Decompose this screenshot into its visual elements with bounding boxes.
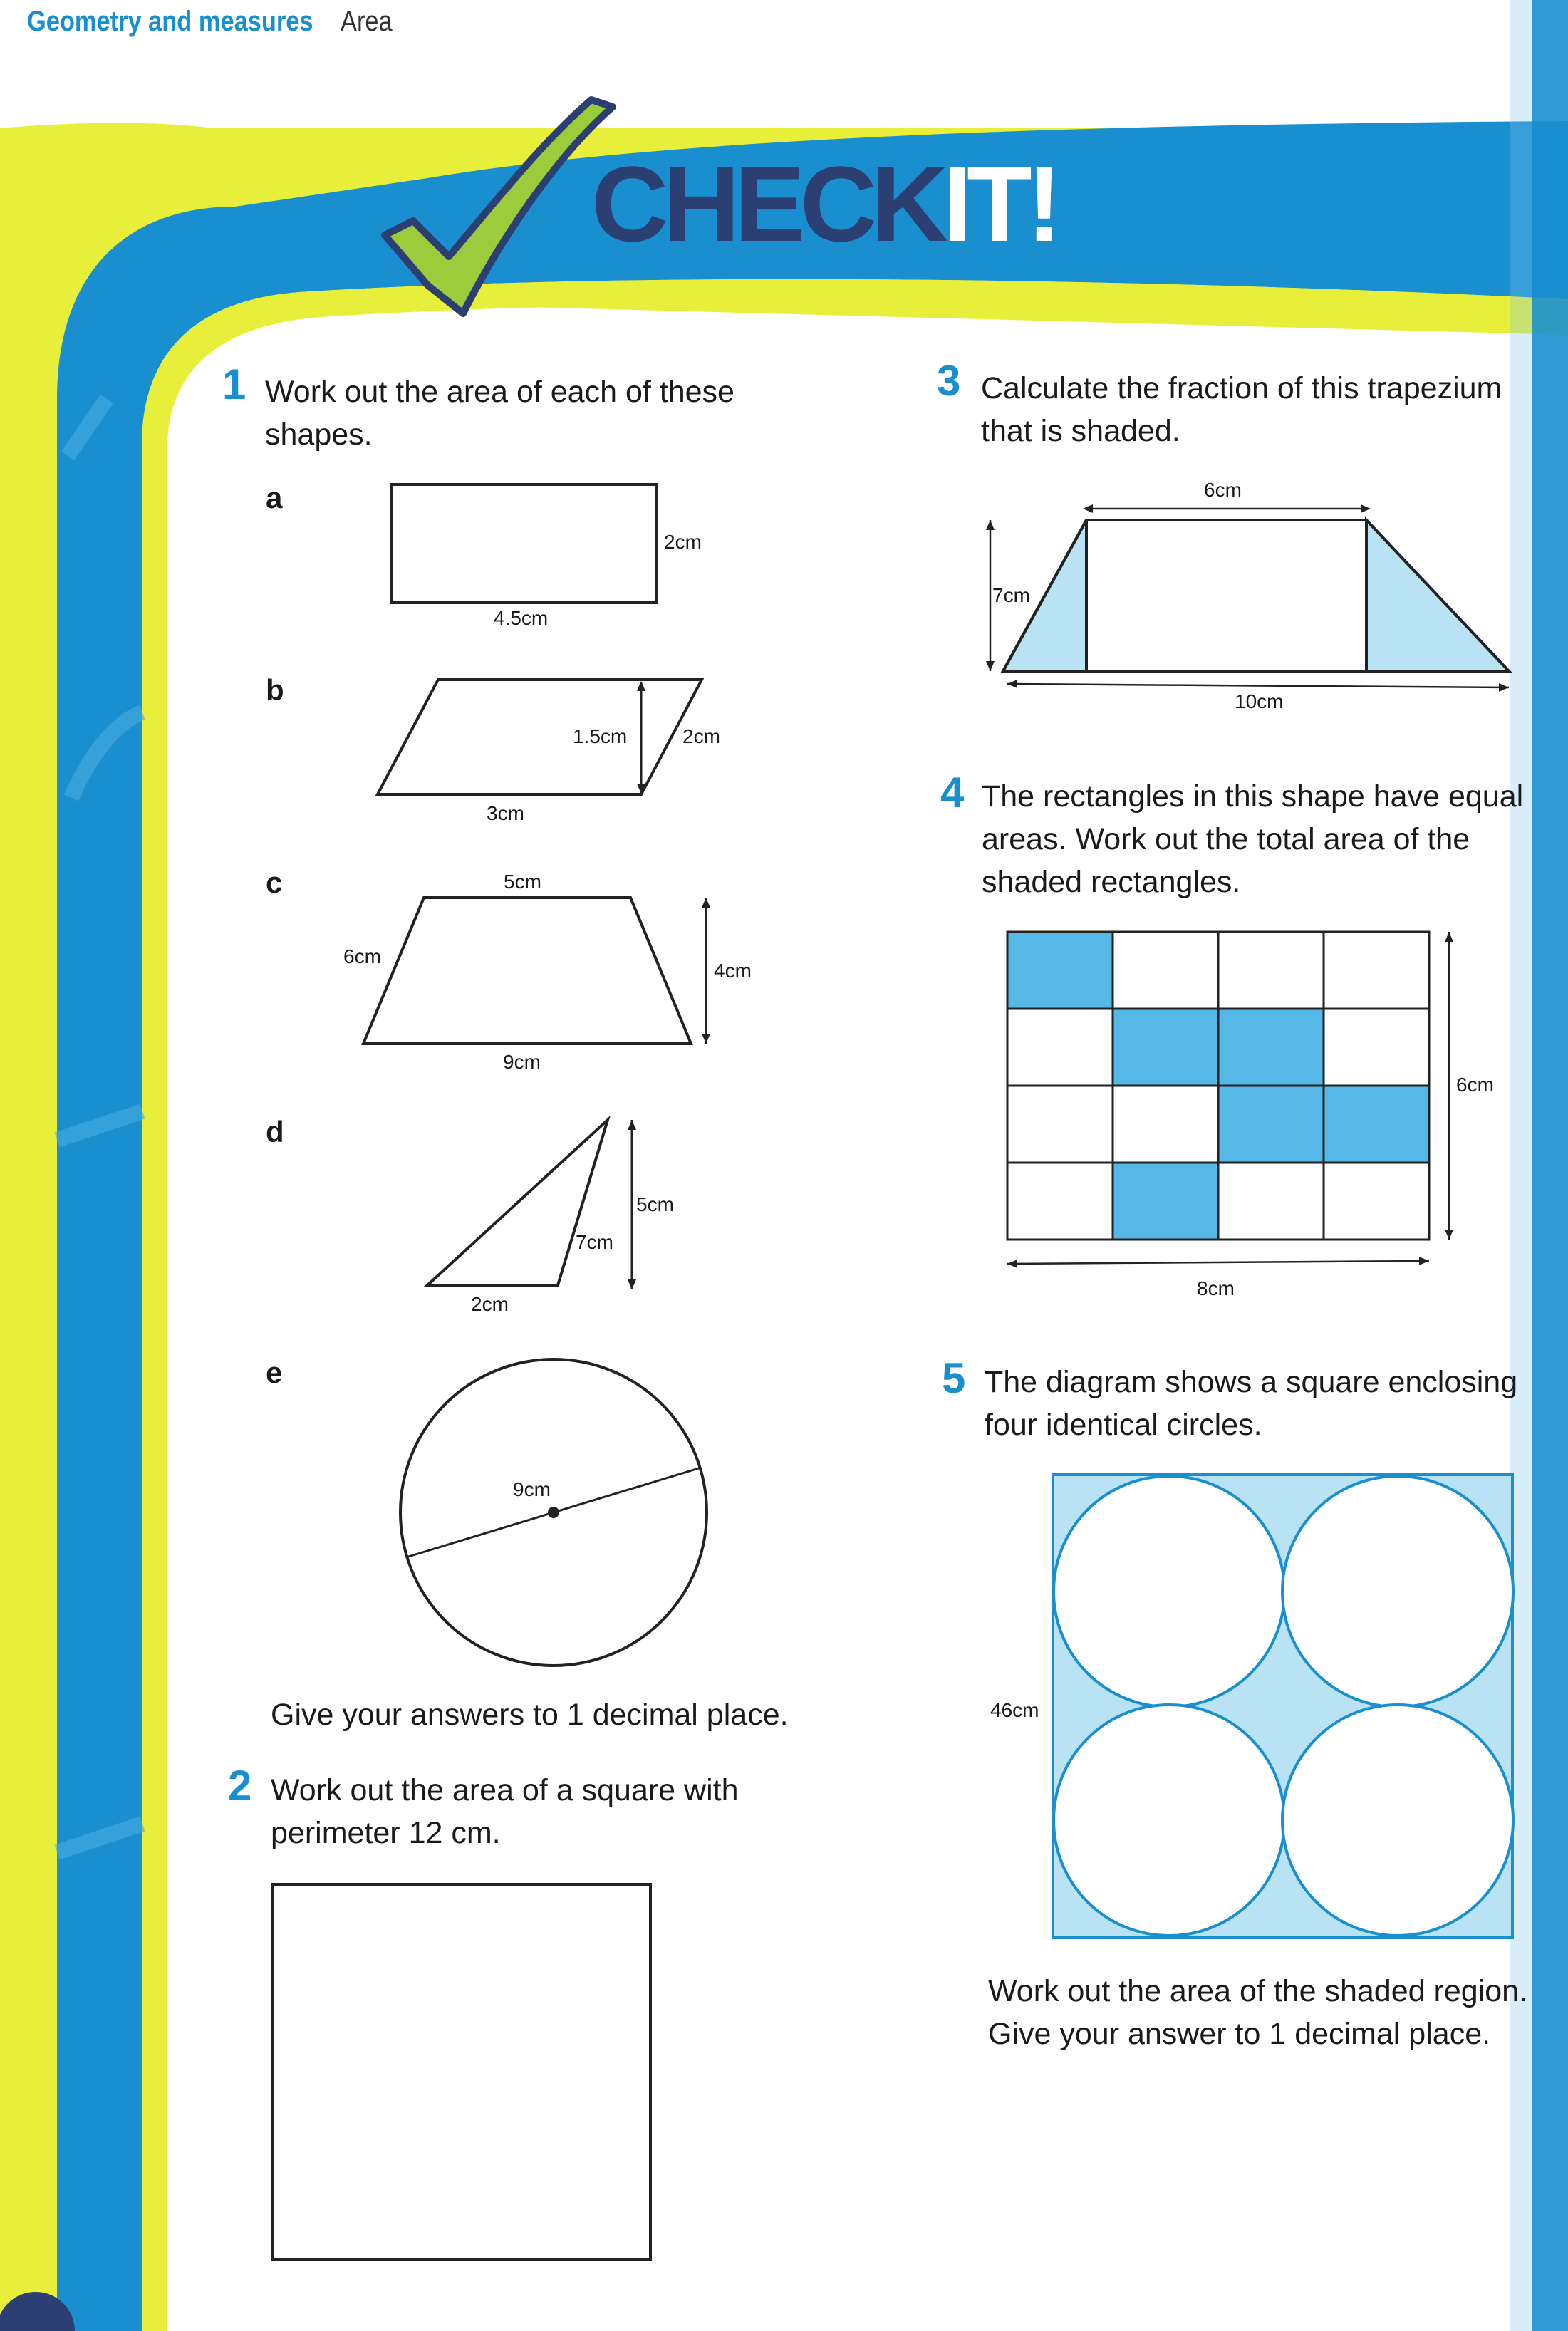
shaded-rectangle [1218, 1009, 1324, 1086]
question-5-instruction [988, 1970, 1527, 2055]
grid-rectangle [1218, 1163, 1324, 1240]
question-4-text [982, 775, 1523, 903]
question-2-number: 2 [228, 1762, 252, 1810]
grid-rectangle [1218, 932, 1324, 1009]
grid-rectangle [1113, 1086, 1218, 1163]
arrowhead [1419, 1257, 1429, 1265]
part-a-height: 2cm [664, 531, 702, 553]
part-c-top: 5cm [504, 871, 541, 893]
question-3-number: 3 [937, 357, 961, 405]
checkit-title-part2: IT! [943, 144, 1056, 264]
part-d-side: 7cm [576, 1231, 613, 1253]
grid-rectangle [1007, 1009, 1113, 1086]
part-c-side: 6cm [343, 945, 381, 967]
shaded-rectangle [1007, 932, 1113, 1009]
part-c-bottom: 9cm [503, 1051, 541, 1073]
question-5-text [985, 1361, 1517, 1446]
question-2-line-1: Work out the area of a square with [271, 1773, 739, 1807]
q5-side: 46cm [990, 1699, 1039, 1721]
part-d-height: 5cm [636, 1193, 674, 1215]
question-5-line-2: four identical circles. [985, 1408, 1262, 1442]
part-c-height: 4cm [714, 960, 752, 982]
triangle-shape [417, 1111, 659, 1304]
grid-rectangle [1007, 1163, 1113, 1240]
shaded-rectangle [1113, 1009, 1218, 1086]
question-4-line-2: areas. Work out the total area of the [982, 822, 1470, 856]
grid-rectangle [1324, 1009, 1429, 1086]
part-a-label: a [266, 481, 283, 514]
part-d-label: d [266, 1115, 284, 1148]
question-1-line-1: Work out the area of each of these [265, 375, 734, 409]
arrowhead [1007, 1260, 1017, 1268]
width-dimension-line [1007, 1261, 1429, 1264]
section-title: Geometry and measures [27, 6, 313, 37]
answer-square-box [267, 1877, 663, 2269]
question-1-line-2: shapes. [265, 417, 373, 452]
grid-rectangle [1007, 1086, 1113, 1163]
part-b-height: 1.5cm [573, 725, 628, 747]
part-a-width: 4.5cm [494, 607, 549, 629]
question-3-text [981, 367, 1502, 452]
question-2-text [271, 1769, 739, 1854]
checkit-title [591, 142, 1056, 266]
question-2-line-2: perimeter 12 cm. [271, 1816, 501, 1850]
part-e-label: e [266, 1356, 283, 1389]
question-5-number: 5 [942, 1354, 966, 1402]
shaded-trapezium-diagram [976, 499, 1525, 712]
arrowhead [1445, 932, 1453, 942]
checkit-title-part1: CHECK [591, 144, 943, 264]
parallelogram-shape [363, 670, 720, 805]
trapezium-shape [353, 883, 723, 1054]
question-4-number: 4 [940, 769, 965, 816]
question-3-line-1: Calculate the fraction of this trapezium [981, 371, 1502, 405]
q4-width: 8cm [1197, 1277, 1235, 1299]
part-b-base: 3cm [487, 802, 524, 824]
part-b-side: 2cm [682, 725, 720, 747]
topic-title: Area [341, 6, 393, 37]
shaded-rectangle [1324, 1086, 1429, 1163]
grid-rectangle [1324, 1163, 1429, 1240]
question-5-line-4: Give your answer to 1 decimal place. [988, 2017, 1491, 2051]
question-5-line-3: Work out the area of the shaded region. [988, 1974, 1527, 2008]
q4-height: 6cm [1456, 1074, 1494, 1096]
question-1-instruction: Give your answers to 1 decimal place. [271, 1698, 789, 1732]
shaded-rectangle [1113, 1163, 1218, 1240]
part-b-label: b [266, 673, 284, 707]
part-c-label: c [266, 866, 283, 899]
q3-top: 6cm [1204, 479, 1242, 501]
q3-height: 7cm [992, 584, 1030, 606]
running-header [27, 6, 393, 38]
grid-rectangle [1324, 932, 1429, 1009]
question-3-line-2: that is shaded. [981, 414, 1180, 448]
question-1-number: 1 [222, 360, 246, 408]
shaded-rectangle [1218, 1086, 1324, 1163]
q3-bottom: 10cm [1235, 690, 1284, 712]
rectangle-grid-diagram [997, 919, 1468, 1289]
question-1-text [265, 370, 734, 456]
circle-shape [392, 1346, 720, 1674]
arrowhead [1445, 1230, 1453, 1240]
part-e-diameter: 9cm [513, 1478, 551, 1500]
square-circles-diagram [1040, 1460, 1525, 1959]
question-4-line-3: shaded rectangles. [982, 865, 1241, 899]
part-d-base: 2cm [471, 1293, 509, 1315]
question-4-line-1: The rectangles in this shape have equal [982, 779, 1524, 814]
grid-rectangle [1113, 932, 1218, 1009]
question-5-line-1: The diagram shows a square enclosing [985, 1365, 1518, 1399]
